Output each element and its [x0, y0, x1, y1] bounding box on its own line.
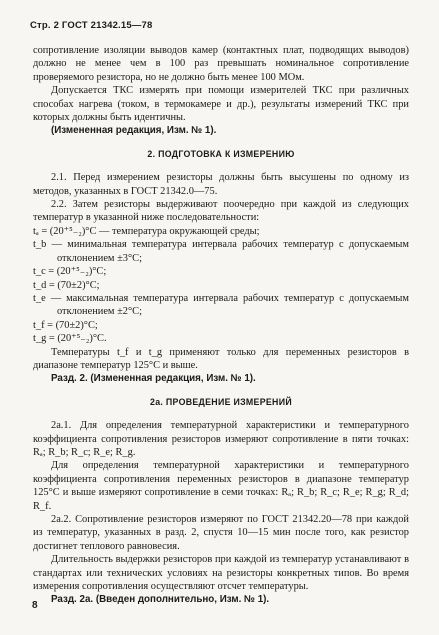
- temp-tf: t_f = (70±2)°С;: [33, 319, 98, 331]
- amendment-note-1: (Измененная редакция, Изм. № 1).: [51, 125, 217, 137]
- page-body: [33, 44, 409, 607]
- clause-2-1: 2.1. Перед измерением резисторы должны быть высушены по одному из методов, указанных в ГОСТ 21342.0—75.: [33, 172, 409, 197]
- clause-2a-1: 2а.1. Для определения температурной характеристики и температурного коэффициента сопротивления резисторов измеряют сопротивление в пяти точках: Rₐ; R_b; R_c; R_e; R_g.: [33, 420, 409, 458]
- paragraph-continuation: сопротивление изоляции выводов камер (контактных плат, подводящих выводов) должно не менее чем в 100 раз превышать номинальное сопротивление проверяемого резистора, но не должно быть менее 100 МОм.: [33, 45, 409, 83]
- page-number: 8: [32, 600, 38, 611]
- temperature-note: Температуры t_f и t_g применяют только для переменных резисторов в диапазоне температур 125°С и выше.: [33, 346, 409, 371]
- temp-te: t_e — максимальная температура интервала рабочих температур с допускаемым отклонением ±2°С;: [33, 292, 409, 318]
- temp-td: t_d = (70±2)°С;: [33, 279, 100, 291]
- clause-2a-3: Длительность выдержки резисторов при каждой из температур устанавливают в стандартах или технических условиях на резисторы конкретных типов. Во время измерения сопротивления осуществляют отсчет температуры.: [33, 554, 409, 593]
- temp-tb: t_b — минимальная температура интервала рабочих температур с допускаемым отклонением ±3°С;: [33, 239, 409, 264]
- section-heading-2: 2. ПОДГОТОВКА К ИЗМЕРЕНИЮ: [147, 148, 295, 159]
- amendment-note-razd-2: Разд. 2. (Измененная редакция, Изм. № 1).: [51, 373, 256, 385]
- page-header: Стр. 2 ГОСТ 21342.15—78: [30, 20, 153, 31]
- temp-ta: tₐ = (20⁺⁵₋₂)°С — температура окружающей среды;: [33, 225, 260, 237]
- clause-2-2: 2.2. Затем резисторы выдерживают поочередно при каждой из следующих температур в указанной ниже последовательности:: [33, 199, 409, 224]
- paragraph-tks: Допускается ТКС измерять при помощи измерителей ТКС при различных способах нагрева (током, в термокамере и др.), результаты измерений ТКС при которых должны быть идентичны.: [33, 85, 409, 124]
- clause-2a-1-variable: Для определения температурной характеристики и температурного коэффициента сопротивления переменных резисторов в диапазоне температур 125°С и выше измеряют сопротивление в семи точках: Rₐ; R_b; R_c; R_e; R_g; R_d; R_f.: [33, 460, 409, 512]
- clause-2a-2: 2а.2. Сопротивление резисторов измеряют по ГОСТ 21342.20—78 при каждой из температур, указанных в разд. 2, спустя 10—15 мин после того, как резистор достигнет теплового равновесия.: [33, 514, 409, 552]
- temp-tc: t_c = (20⁺⁵₋₂)°С;: [33, 266, 107, 278]
- amendment-note-razd-2a: Разд. 2а. (Введен дополнительно, Изм. № 1).: [51, 594, 270, 606]
- section-heading-2a: 2а. ПРОВЕДЕНИЕ ИЗМЕРЕНИЙ: [150, 396, 292, 407]
- temp-tg: t_g = (20⁺⁵₋₂)°С.: [33, 333, 107, 345]
